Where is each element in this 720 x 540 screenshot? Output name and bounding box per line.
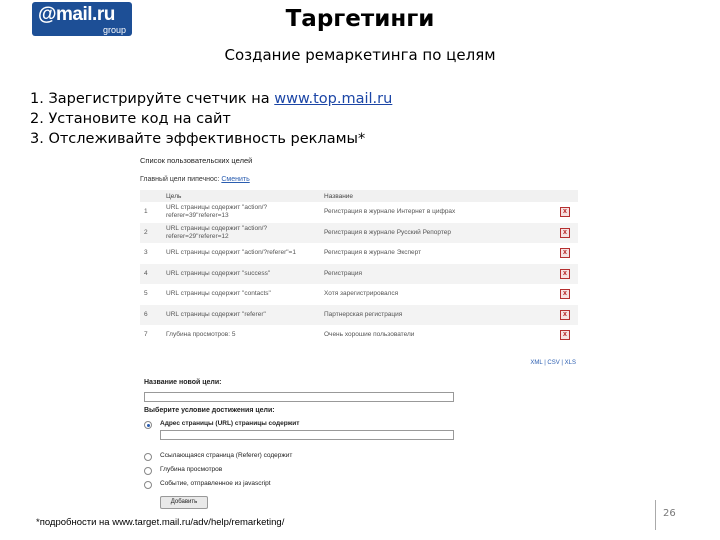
url-contains-input[interactable] [160,430,454,440]
col-name: Название [320,190,556,202]
page-number: 26 [663,508,676,519]
goal-condition: URL страницы содержит "success" [162,264,320,285]
goal-number: 1 [144,208,148,216]
delete-cell [556,223,578,244]
table-row [140,202,578,223]
new-goal-screenshot [140,376,458,514]
top-mail-link[interactable]: www.top.mail.ru [274,91,393,107]
delete-cell [556,243,578,264]
col-number [140,190,162,202]
option-url-radio[interactable] [144,421,152,429]
option-js-event-radio[interactable] [144,481,152,489]
goals-table-header [140,190,578,202]
table-row [140,264,578,285]
logo-subtext: group [102,25,126,35]
goal-name: Партнерская регистрация [320,305,556,326]
goal-number: 7 [144,331,148,339]
delete-cell [556,305,578,326]
delete-cell [556,325,578,346]
delete-cell [556,284,578,305]
goal-name: Регистрация в журнале Интернет в цифрах [324,208,456,216]
goal-number: 3 [144,249,148,257]
step-1 [30,89,392,109]
logo-text: @mail.ru [38,4,115,25]
goal-number: 5 [144,290,148,298]
option-url-label: Адрес страницы (URL) страницы содержит [160,420,300,427]
option-referer-radio[interactable] [144,453,152,461]
goal-condition: Глубина просмотров: 5 [166,331,236,339]
delete-icon[interactable]: x [560,289,570,299]
step-2: 2. Установите код на сайт [30,111,231,127]
delete-cell [556,202,578,223]
delete-icon[interactable]: x [560,330,570,340]
goal-condition: URL страницы содержит "contacts" [166,290,271,298]
table-row [140,284,578,305]
delete-icon[interactable]: x [560,248,570,258]
condition-label: Выберите условие достижения цели: [144,407,275,414]
col-goal: Цель [162,190,320,202]
goal-condition: URL страницы содержит "action/?referer"=1 [166,249,296,257]
footnote: *подробности на www.target.mail.ru/adv/help/remarketing/ [36,517,285,528]
counter-label: Главный цели пипечнос: [140,176,220,183]
slide-title: Таргетинги [285,6,435,32]
table-row [140,223,578,244]
slide-subtitle: Создание ремаркетинга по целям [224,46,496,64]
col-delete [556,190,578,202]
goals-list-header: Список пользовательских целей [140,156,253,165]
goal-number: 4 [140,264,162,285]
goal-name: Регистрация [320,264,556,285]
add-goal-button[interactable]: Добавить [160,496,208,509]
table-row [140,243,578,264]
delete-cell [556,264,578,285]
table-row [140,305,578,326]
delete-icon[interactable]: x [560,310,570,320]
step-3: 3. Отслеживайте эффективность рекламы* [30,131,366,147]
option-js-event-label: Событие, отправленное из javascript [160,480,271,487]
step-1-text: 1. Зарегистрируйте счетчик на [30,91,275,107]
goals-list-screenshot [138,156,580,370]
goals-table [140,190,578,346]
goal-name: Очень хорошие пользователи [324,331,415,339]
goal-condition: URL страницы содержит "action/?referer=29"referer=12 [162,223,320,244]
delete-icon[interactable]: x [560,228,570,238]
steps-list [30,89,392,149]
table-row [140,325,578,346]
change-counter-link[interactable]: Сменить [221,176,250,183]
delete-icon[interactable]: x [560,269,570,279]
goal-number: 2 [140,223,162,244]
goal-condition: URL страницы содержит "referer" [162,305,320,326]
new-goal-name-input[interactable] [144,392,454,402]
option-depth-radio[interactable] [144,467,152,475]
counter-row [140,176,250,183]
goal-name: Регистрация в журнале Эксперт [324,249,422,257]
option-depth-label: Глубина просмотров [160,466,223,473]
goal-number: 6 [140,305,162,326]
goal-name: Хотя зарегистрировался [324,290,399,298]
new-goal-name-label: Название новой цели: [144,379,222,386]
delete-icon[interactable]: x [560,207,570,217]
goal-name: Регистрация в журнале Русский Репортер [320,223,556,244]
export-links[interactable]: XML | CSV | XLS [530,360,576,366]
goal-condition: URL страницы содержит "action/?referer=39"referer=13 [166,204,268,220]
page-number-divider [655,500,656,530]
option-referer-label: Ссылающаяся страница (Referer) содержит [160,452,293,459]
